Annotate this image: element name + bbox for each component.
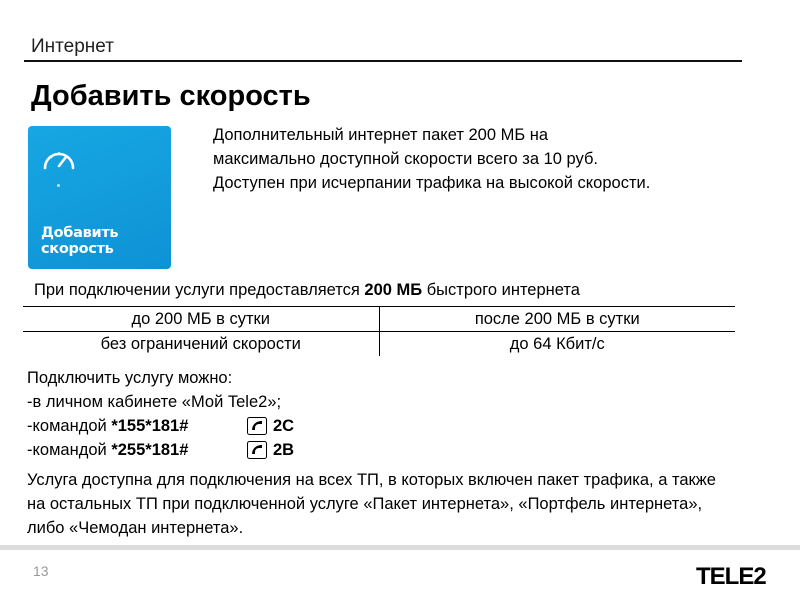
tile-label-line: скорость bbox=[41, 241, 114, 257]
connect-command-row bbox=[27, 414, 294, 438]
caption-text: При подключении услуги предоставляется bbox=[34, 281, 365, 299]
availability-note: Услуга доступна для подключения на всех ТП, в которых включен пакет трафика, а также на остальных ТП при подключенной услуге «Пакет интернета», «Портфель интернета», либо «Чемодан интернета». bbox=[27, 471, 716, 537]
tele2-logo bbox=[696, 558, 776, 592]
table-cell: без ограничений скорости bbox=[100, 334, 301, 353]
connect-intro: Подключить услугу можно: bbox=[27, 369, 233, 387]
tile-label-line: Добавить bbox=[41, 225, 119, 241]
table-header-row bbox=[23, 307, 735, 332]
short-code: 2B bbox=[273, 441, 295, 459]
command-prefix: -командой bbox=[27, 417, 112, 435]
table-header-cell: после 200 МБ в сутки bbox=[379, 307, 735, 332]
table-caption bbox=[34, 281, 580, 300]
phone-icon bbox=[247, 417, 267, 435]
ussd-code: *155*181# bbox=[111, 417, 189, 435]
table-row bbox=[23, 332, 735, 357]
speed-table bbox=[23, 306, 735, 356]
add-speed-tile bbox=[28, 126, 171, 269]
short-code: 2C bbox=[273, 417, 295, 435]
ussd-command bbox=[27, 438, 247, 462]
section-title: Интернет bbox=[31, 36, 114, 57]
ussd-command bbox=[27, 414, 247, 438]
table-cell: до 64 Кбит/с bbox=[379, 332, 735, 357]
footer-divider bbox=[0, 545, 800, 550]
ussd-code: *255*181# bbox=[111, 441, 189, 459]
phone-icon bbox=[247, 441, 267, 459]
command-prefix: -командой bbox=[27, 441, 112, 459]
connect-instructions bbox=[27, 366, 294, 462]
tile-label bbox=[41, 225, 118, 257]
top-divider bbox=[24, 60, 742, 62]
description-line: Доступен при исчерпании трафика на высокой скорости. bbox=[213, 174, 651, 192]
connect-cabinet: -в личном кабинете «Мой Tele2»; bbox=[27, 393, 282, 411]
tile-dot bbox=[57, 184, 60, 187]
caption-bold-value: 200 МБ bbox=[364, 281, 423, 299]
connect-command-row bbox=[27, 438, 294, 462]
description-line: Дополнительный интернет пакет 200 МБ на bbox=[213, 126, 549, 144]
speedometer-icon bbox=[42, 144, 76, 172]
table-header-cell: до 200 МБ в сутки bbox=[23, 307, 379, 332]
description-line: максимально доступной скорости всего за 10 руб. bbox=[213, 150, 599, 168]
service-description bbox=[213, 123, 773, 195]
page-number: 13 bbox=[33, 563, 49, 579]
caption-text: быстрого интернета bbox=[422, 281, 580, 299]
slide-title: Добавить скорость bbox=[31, 80, 311, 112]
logo-text: TELE2 bbox=[696, 563, 766, 590]
